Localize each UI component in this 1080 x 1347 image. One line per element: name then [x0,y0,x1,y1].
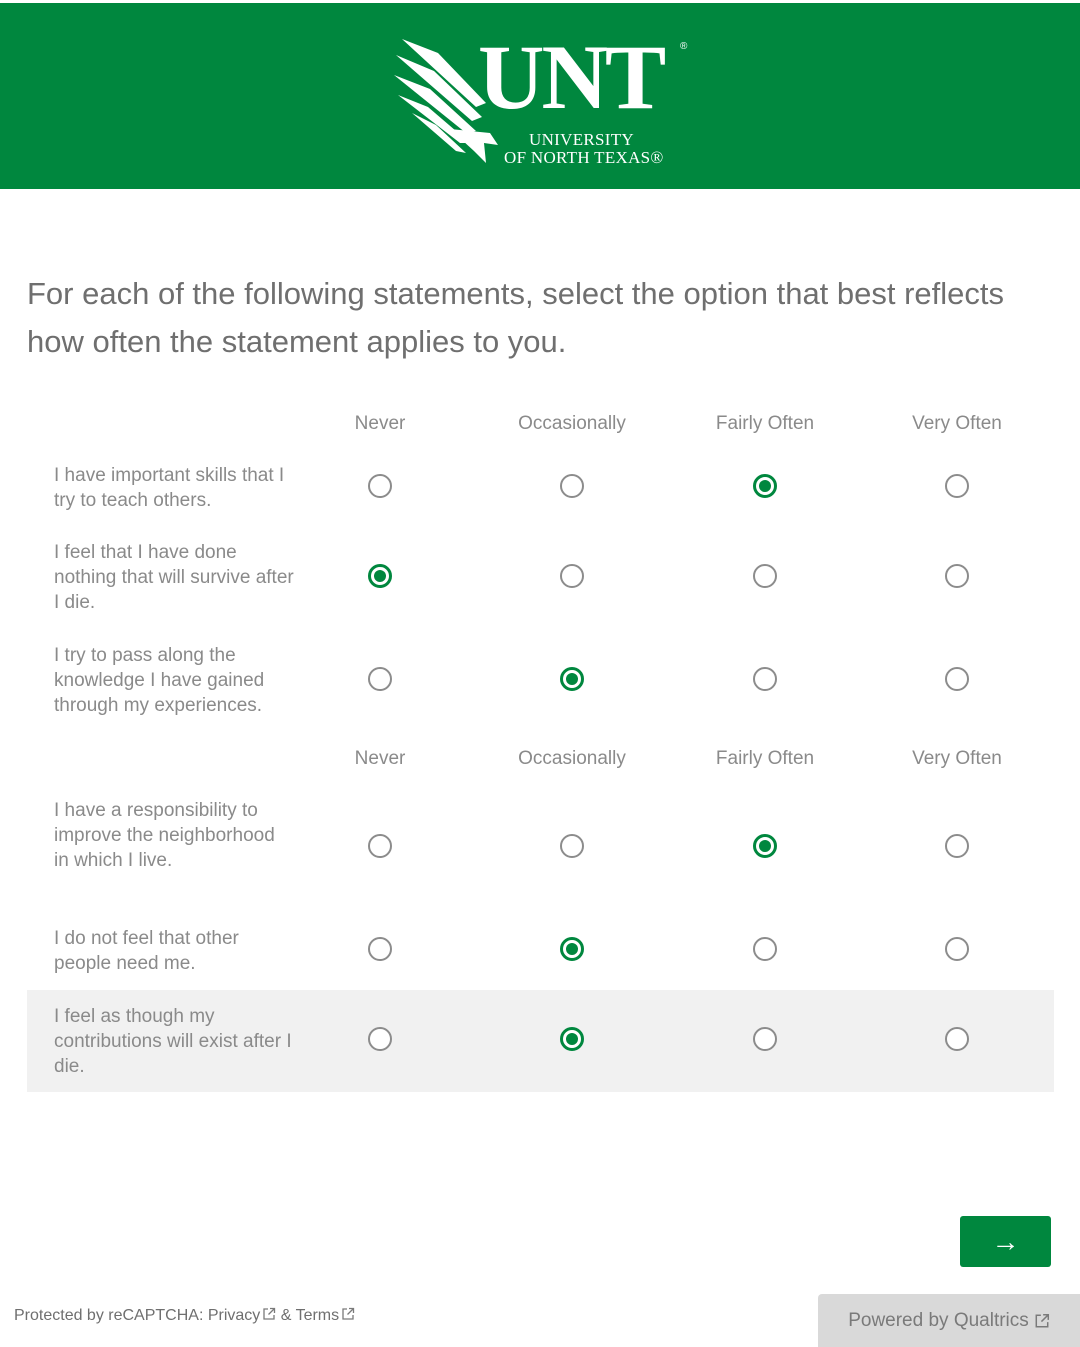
question-text: For each of the following statements, select the option that best reflects how often the statement applies to you. [27,276,1005,359]
statement-label: I feel as though my contributions will exist after I die. [54,1006,292,1077]
column-header-very-often: Very Often [912,748,1002,769]
radio-very-often[interactable] [945,474,969,498]
column-header-occasionally: Occasionally [518,748,626,769]
statement-label: I try to pass along the knowledge I have gained through my experiences. [54,645,265,716]
radio-fairly-often[interactable] [753,1027,777,1051]
radio-occasionally[interactable] [560,834,584,858]
statement-label: I do not feel that other people need me. [54,928,239,974]
statement-label: I have important skills that I try to teach others. [54,465,285,511]
radio-fairly-often[interactable] [753,474,777,498]
column-header-occasionally: Occasionally [518,413,626,434]
radio-fairly-often[interactable] [753,834,777,858]
terms-link[interactable] [296,1307,356,1324]
powered-by-qualtrics-link[interactable] [818,1294,1080,1347]
radio-never[interactable] [368,667,392,691]
radio-occasionally[interactable] [560,667,584,691]
radio-very-often[interactable] [945,667,969,691]
radio-very-often[interactable] [945,937,969,961]
radio-occasionally[interactable] [560,474,584,498]
header-banner [0,3,1080,189]
radio-never[interactable] [368,834,392,858]
unt-logo [390,26,700,169]
radio-never[interactable] [368,474,392,498]
radio-very-often[interactable] [945,564,969,588]
radio-fairly-often[interactable] [753,564,777,588]
radio-occasionally[interactable] [560,1027,584,1051]
logo-north-texas-text: OF NORTH TEXAS® [504,148,664,167]
external-link-icon [341,1307,355,1321]
radio-occasionally[interactable] [560,937,584,961]
radio-never[interactable] [368,564,392,588]
radio-very-often[interactable] [945,834,969,858]
logo-registered-mark: ® [680,41,688,52]
radio-never[interactable] [368,1027,392,1051]
radio-occasionally[interactable] [560,564,584,588]
privacy-link[interactable] [208,1307,276,1324]
external-link-icon [262,1307,276,1321]
statement-label: I have a responsibility to improve the neighborhood in which I live. [54,800,275,871]
column-header-very-often: Very Often [912,413,1002,434]
column-header-fairly-often: Fairly Often [715,748,815,769]
column-header-never: Never [354,748,406,769]
terms-label: Terms [295,1307,340,1324]
radio-very-often[interactable] [945,1027,969,1051]
column-header-never: Never [354,413,406,434]
logo-university-text: UNIVERSITY [529,130,634,149]
external-link-icon [1034,1313,1050,1329]
radio-fairly-often[interactable] [753,667,777,691]
radio-never[interactable] [368,937,392,961]
column-header-fairly-often: Fairly Often [715,413,815,434]
recaptcha-text: Protected by reCAPTCHA: [14,1307,208,1324]
logo-wordmark: UNT [478,26,664,128]
powered-by-text: Powered by Qualtrics [848,1309,1029,1331]
and-text: & [276,1307,296,1324]
radio-fairly-often[interactable] [753,937,777,961]
statement-label: I feel that I have done nothing that will survive after I die. [54,542,294,613]
privacy-label: Privacy [207,1307,261,1324]
next-button[interactable]: → [960,1216,1051,1267]
recaptcha-notice [14,1307,355,1325]
